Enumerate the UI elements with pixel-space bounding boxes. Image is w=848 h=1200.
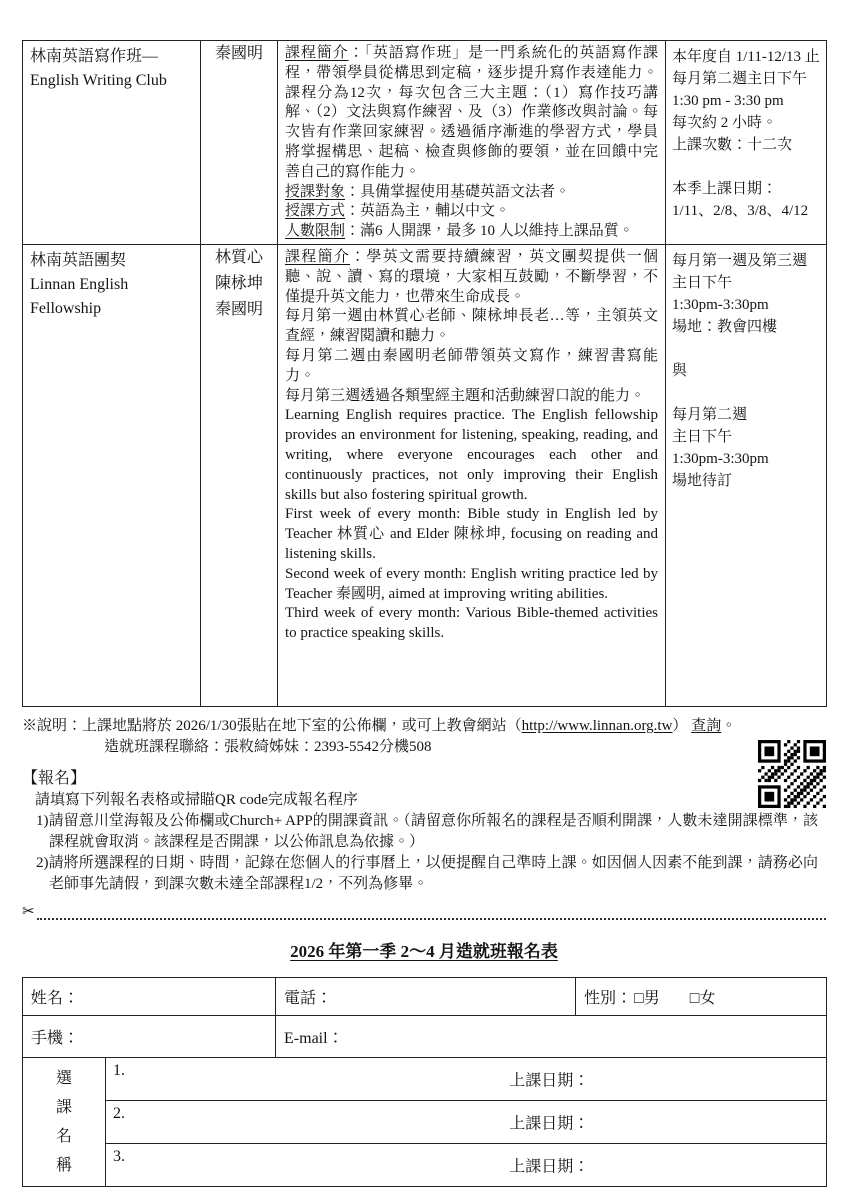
text-line: 1:30pm-3:30pm (672, 296, 769, 313)
underlined-field-label: 課程簡介 (285, 45, 349, 61)
vertical-label-char: 稱 (55, 1156, 72, 1174)
course-choice-number: 3. (113, 1147, 125, 1165)
course-row-writing-club (23, 41, 827, 245)
text-line: 每月第二週主日下午 (672, 71, 808, 87)
course-selection-column-label (23, 1057, 106, 1186)
email-label: E-mail： (284, 1029, 344, 1047)
course-choice-2-field[interactable] (106, 1100, 827, 1143)
gender-female-checkbox[interactable]: □女 (689, 989, 716, 1007)
text-line: 林質心 (214, 248, 263, 266)
registration-form-title (22, 937, 826, 962)
class-date-label: 上課日期： (509, 1158, 590, 1176)
course-description-cell (278, 41, 666, 245)
name-field[interactable] (23, 977, 276, 1015)
note-text: ） (672, 717, 692, 734)
church-website-link[interactable]: http://www.linnan.org.tw (521, 717, 673, 734)
description-paragraph: 每月第二週由秦國明老師帶領英文寫作，練習書寫能力。 (285, 347, 658, 384)
course-name-cell (23, 41, 201, 245)
text-line: 主日下午 (672, 428, 733, 445)
text-line (672, 156, 822, 178)
course-name-en: Linnan English Fellowship (30, 275, 129, 317)
text-line: 每月第一週及第三週 (672, 252, 808, 269)
text-line: 場地：教會四樓 (672, 318, 778, 335)
scissors-icon: ✂ (22, 903, 35, 920)
description-paragraph: Second week of every month: English writing practice led by Teacher 秦國明, aimed at improving writing abilities. (285, 565, 658, 602)
cut-line (22, 902, 826, 920)
text-line: 1:30 pm - 3:30 pm (672, 93, 784, 109)
phone-field[interactable] (276, 977, 576, 1015)
form-row-course-3 (23, 1143, 827, 1186)
underlined-field-label: 授課對象 (285, 183, 346, 200)
course-row-english-fellowship (23, 244, 827, 706)
document-page (22, 40, 826, 1187)
course-name-cell (23, 244, 201, 706)
qr-code (758, 740, 826, 808)
course-choice-number: 1. (113, 1061, 125, 1079)
signup-instruction-1: 1)請留意川堂海報及公佈欄或Church+ APP的開課資訊。（請留意你所報名的課程是否順利開課，人數未達開課標準，該課程就會取消。該課程是否開課，以公佈訊息為依據。） (36, 812, 818, 850)
notes-section (22, 716, 826, 758)
course-schedule-cell (666, 41, 827, 245)
note-lookup-link[interactable]: 查詢 (691, 717, 722, 734)
note-text: 。 (721, 717, 737, 734)
text-line: 每次約 2 小時。 (672, 115, 778, 131)
course-choice-number: 2. (113, 1104, 125, 1122)
name-label: 姓名： (31, 989, 80, 1007)
description-paragraph: 人數限制：滿6 人開課，最多 10 人以維持上課品質。 (285, 223, 634, 240)
class-date-label: 上課日期： (509, 1115, 590, 1133)
text-line: 1/11、2/8、3/8、4/12 (672, 203, 809, 219)
text-line: 本年度自 1/11-12/13 止 (672, 49, 820, 65)
text-line: 1:30pm-3:30pm (672, 450, 769, 467)
signup-intro: 請填寫下列報名表格或掃瞄QR code完成報名程序 (35, 791, 358, 808)
mobile-field[interactable] (23, 1015, 276, 1057)
course-name-en: English Writing Club (30, 72, 167, 89)
text-line: 場地待訂 (672, 472, 733, 489)
course-name-zh: 林南英語寫作班— (30, 48, 159, 65)
underlined-field-label: 人數限制 (285, 223, 346, 240)
description-paragraph: 授課方式：英語為主，輔以中文。 (285, 203, 511, 220)
gender-label: 性別： (584, 989, 633, 1007)
courses-table (22, 40, 827, 707)
course-schedule-cell (666, 244, 827, 706)
description-paragraph: 授課對象：具備掌握使用基礎英語文法者。 (285, 183, 571, 200)
underlined-field-label: 課程簡介 (285, 248, 351, 265)
text-line: 上課次數：十二次 (672, 137, 793, 153)
description-paragraph: 每月第一週由林質心老師、陳栐坤長老…等，主領英文查經，練習閱讀和聽力。 (285, 308, 658, 345)
description-paragraph: Third week of every month: Various Bible-themed activities to practice speaking skills. (285, 605, 658, 642)
registration-form-table (22, 977, 827, 1187)
form-row-course-1 (23, 1057, 827, 1100)
signup-section (22, 767, 826, 895)
text-line: 秦國明 (214, 45, 263, 62)
course-choice-1-field[interactable] (106, 1057, 827, 1100)
text-line: 主日下午 (672, 274, 733, 291)
description-paragraph: Learning English requires practice. The English fellowship provides an environment for listening, speaking, reading, and writing, where everyone encourages each other and continuously practices, not only improving their English skills but also fostering spiritual growth. (285, 407, 658, 503)
form-row-identity (23, 977, 827, 1015)
text-line: 陳栐坤 (214, 274, 263, 292)
note-contact-line: 造就班課程聯絡：張敉綺姊妹：2393-5542分機508 (104, 738, 432, 755)
vertical-label-char: 名 (55, 1127, 72, 1145)
email-field[interactable] (276, 1015, 827, 1057)
class-date-label: 上課日期： (509, 1072, 590, 1090)
note-text: ※說明：上課地點將於 2026/1/30張貼在地下室的公佈欄，或可上教會網站（ (22, 717, 522, 734)
description-paragraph: 每月第三週透過各類聖經主題和活動練習口說的能力。 (285, 387, 646, 404)
vertical-label-char: 選 (55, 1069, 72, 1087)
registration-form-title-text: 2026 年第一季 2～4 月造就班報名表 (290, 941, 558, 961)
signup-instruction-2: 2)請將所選課程的日期、時間，記錄在您個人的行事曆上，以便提醒自己準時上課。如因個人因素不能到課，請務必向老師事先請假，到課次數未達全部課程1/2，不列為修畢。 (36, 854, 818, 892)
gender-field (576, 977, 827, 1015)
description-paragraph: First week of every month: Bible study in English led by Teacher 林質心 and Elder 陳栐坤, focusing on reading and listening skills. (285, 506, 658, 562)
text-line: 秦國明 (214, 300, 263, 318)
description-paragraph: 課程簡介：學英文需要持續練習，英文團契提供一個聽、說、讀、寫的環境，大家相互鼓勵，不斷學習，不僅提升英文能力，也帶來生命成長。 (285, 248, 658, 305)
course-description-cell (278, 244, 666, 706)
text-line: 本季上課日期： (672, 181, 778, 197)
text-line (672, 338, 822, 360)
phone-label: 電話： (284, 989, 333, 1007)
dotted-cut-line (37, 908, 826, 920)
form-row-contact (23, 1015, 827, 1057)
form-row-course-2 (23, 1100, 827, 1143)
course-choice-3-field[interactable] (106, 1143, 827, 1186)
signup-heading: 【報名】 (22, 769, 87, 787)
course-name-zh: 林南英語團契 (30, 251, 127, 269)
underlined-field-label: 授課方式 (285, 203, 346, 220)
text-line: 與 (672, 362, 688, 379)
text-line: 每月第二週 (672, 406, 748, 423)
course-teacher-cell (201, 244, 278, 706)
text-line (672, 382, 822, 404)
description-paragraph: 課程簡介：「英語寫作班」是一門系統化的英語寫作課程，帶領學員從構思到定稿，逐步提升寫作表達能力。課程分為12次，每次包含三大主題：（1）寫作技巧講解、（2）文法與寫作練習、及（3）作業修改與討論。每次皆有作業回家練習。透過循序漸進的學習方式，學員將掌握構思、起稿、檢查與修飾的要領，並在回饋中完善自己的寫作能力。 (285, 45, 658, 180)
course-teacher-cell (201, 41, 278, 245)
mobile-label: 手機： (31, 1029, 80, 1047)
gender-male-checkbox[interactable]: □男 (634, 989, 660, 1007)
vertical-label-char: 課 (55, 1098, 72, 1116)
note-location-line (22, 716, 826, 737)
